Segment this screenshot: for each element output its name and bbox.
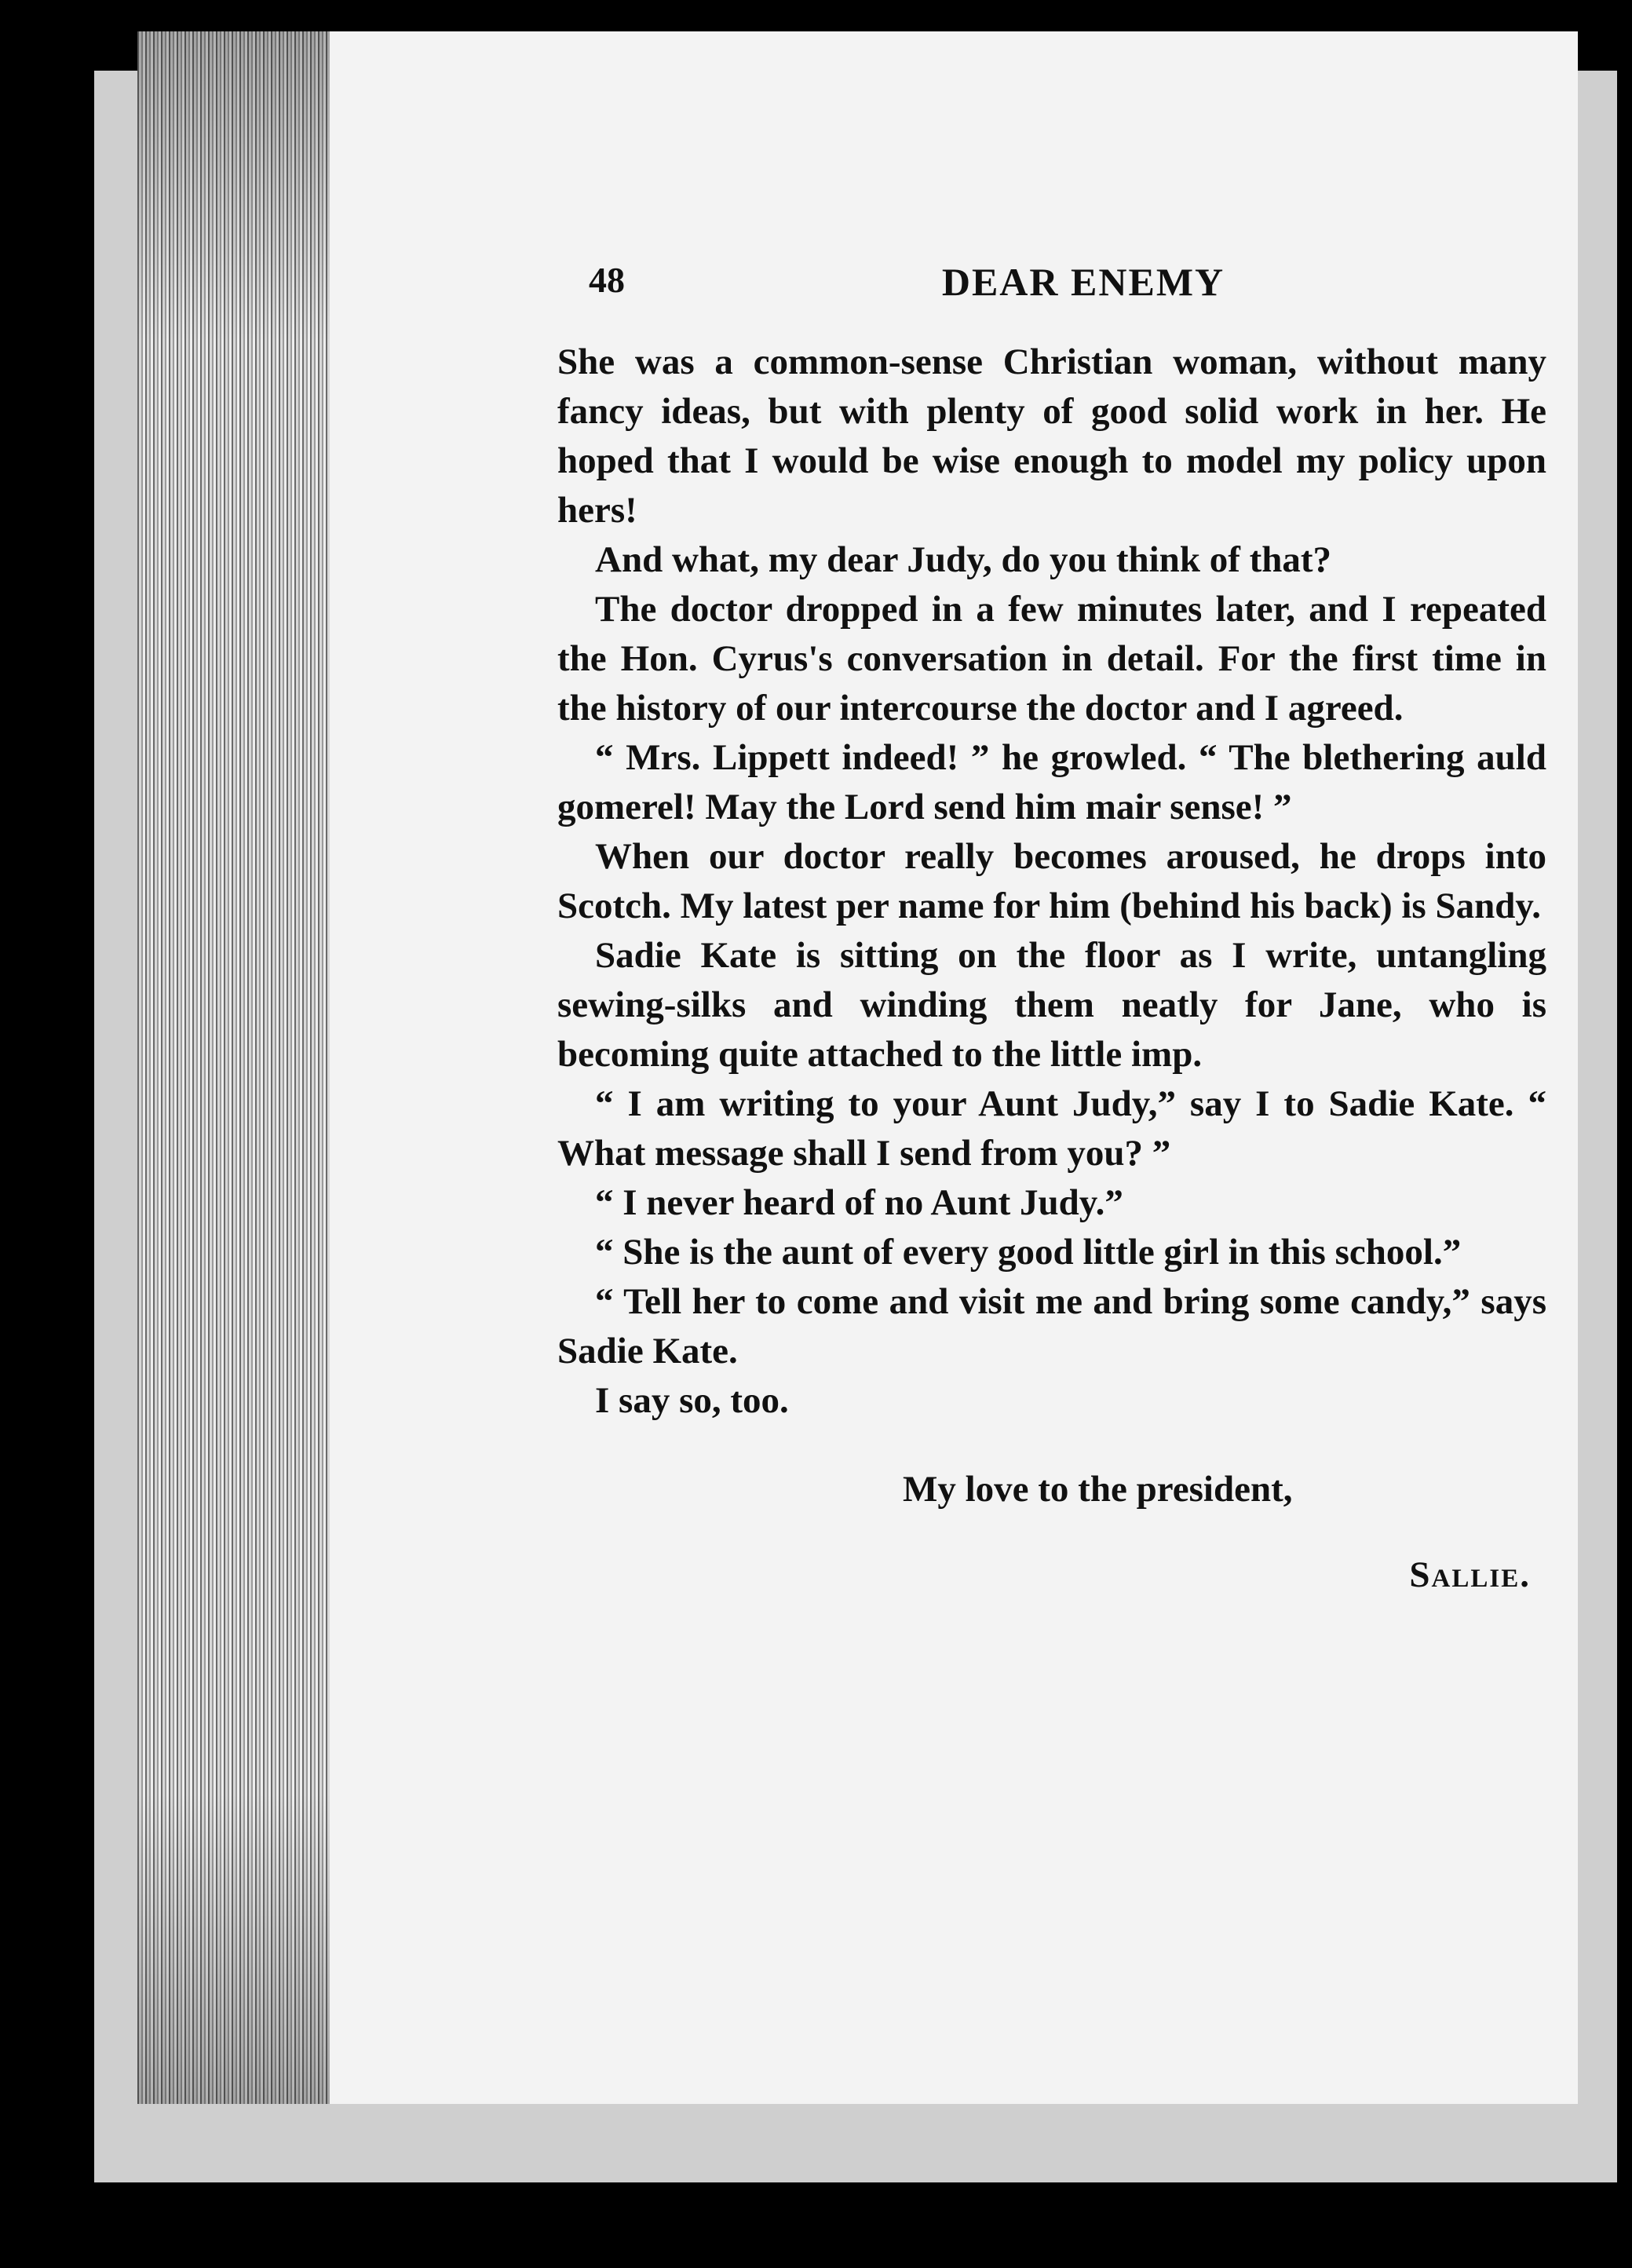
paragraph: I say so, too. [595,1380,789,1421]
running-head [557,220,1546,304]
letter-closing: My love to the president, [903,1469,1293,1510]
page-number: 48 [589,260,625,300]
paragraph: “ Tell her to come and visit me and bring some candy,” says Sadie Kate. [557,1281,1546,1371]
running-title: DEAR ENEMY [941,260,1225,304]
paragraph: “ She is the aunt of every good little girl in this school.” [595,1232,1462,1273]
paragraph: She was a common-sense Christian woman, without many fancy ideas, but with plenty of good solid work in her. He hoped that I would be wise enough to model my policy upon hers! [557,341,1546,531]
page-edges-shadow [137,31,334,2104]
paragraph: “ Mrs. Lippett indeed! ” he growled. “ The blethering auld gomerel! May the Lord send him mair sense! ” [557,737,1546,827]
paragraph: And what, my dear Judy, do you think of that? [595,539,1332,580]
paragraph: “ I never heard of no Aunt Judy.” [595,1182,1123,1223]
paragraph: “ I am writing to your Aunt Judy,” say I to Sadie Kate. “ What message shall I send from you? ” [557,1083,1546,1174]
paragraph: Sadie Kate is sitting on the floor as I write, untangling sewing-silks and winding them neatly for Jane, who is becoming quite attached to the little imp. [557,935,1546,1075]
book-page [330,31,1578,2104]
body-text [557,338,1546,1426]
paragraph: The doctor dropped in a few minutes later, and I repeated the Hon. Cyrus's conversation in detail. For the first time in the history of our intercourse the doctor and I agreed. [557,589,1546,729]
letter-signature: Sallie. [1409,1554,1531,1595]
page-content [557,220,1546,1596]
paragraph: When our doctor really becomes aroused, he drops into Scotch. My latest per name for him (behind his back) is Sandy. [557,836,1546,926]
